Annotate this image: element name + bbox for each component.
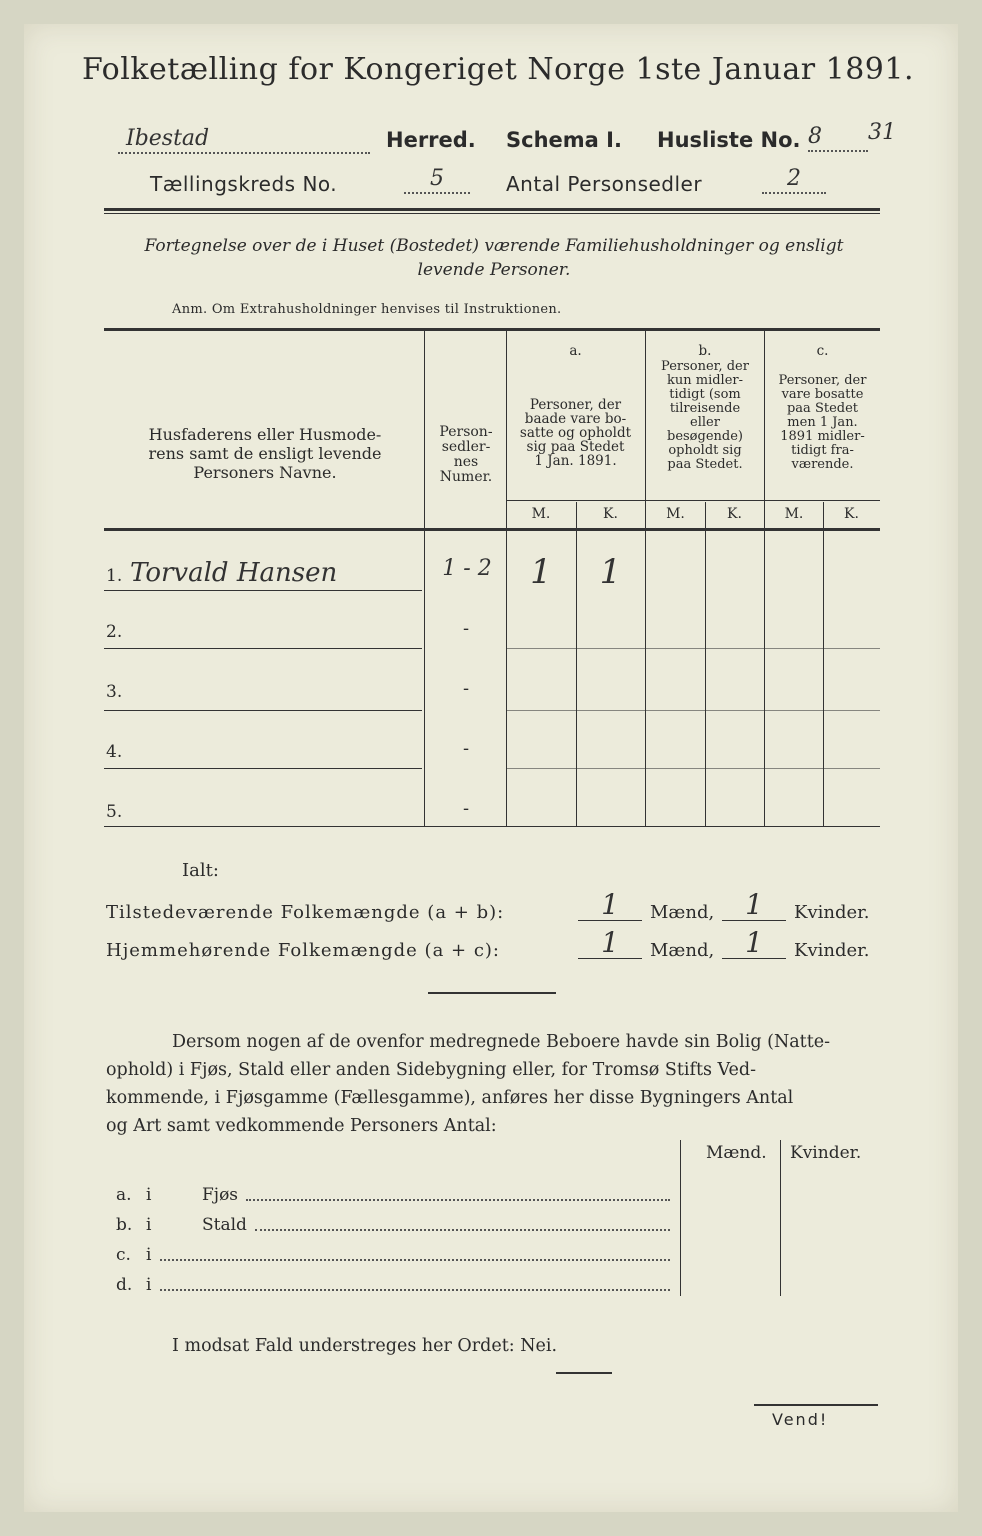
tilstede-maend: Mænd, <box>650 902 715 923</box>
para-line2: ophold) i Fjøs, Stald eller anden Sidebygning eller, for Tromsø Stifts Ved- <box>106 1060 757 1080</box>
building-item-a <box>116 1180 670 1210</box>
hdr-a-letter: a. <box>569 343 582 359</box>
hdr-a-l2: baade vare bo- <box>524 411 627 427</box>
para-line1: Dersom nogen af de ovenfor medregnede Beboere havde sin Bolig (Natte- <box>172 1032 831 1052</box>
a-m-label: M. <box>531 506 551 522</box>
hdr-name-l1: Husfaderens eller Husmode- <box>148 425 382 444</box>
hdr-b-l7: opholdt sig <box>668 443 742 458</box>
row1-name: Torvald Hansen <box>130 558 338 588</box>
hjemme-label: Hjemmehørende Folkemængde (a + c): <box>106 940 500 961</box>
row2-line <box>104 648 422 649</box>
hdr-a-l3: satte og opholdt <box>519 425 632 441</box>
vline-b-mk <box>705 502 706 826</box>
row4-line-right <box>506 768 880 769</box>
hjemme-maend: Mænd, <box>650 940 715 961</box>
b-m-label: M. <box>666 506 685 522</box>
schema-label: Schema I. <box>506 128 622 152</box>
row3-number: 3. <box>106 682 123 702</box>
b-k-label: K. <box>727 506 742 522</box>
herred-value: Ibestad <box>126 126 210 151</box>
nei-line: I modsat Fald understreges her Ordet: Nei. <box>172 1336 558 1356</box>
vline-c-mk <box>823 502 824 826</box>
para-line4: og Art samt vedkommende Personers Antal: <box>106 1116 497 1136</box>
hdr-b-l6: besøgende) <box>667 429 743 444</box>
vend-label: Vend! <box>772 1410 829 1429</box>
hdr-b-letter: b. <box>698 343 712 359</box>
row4-num: - <box>462 738 470 759</box>
item-b-text: Stald <box>202 1215 247 1235</box>
c-k-label: K. <box>844 506 859 522</box>
row1-line <box>104 590 422 591</box>
item-c-letter: c. <box>116 1245 131 1265</box>
row2-number: 2. <box>106 622 123 642</box>
hdr-num-l3: nes <box>453 454 479 470</box>
hjemme-kvinder: Kvinder. <box>794 940 870 961</box>
hdr-c-l4: men 1 Jan. <box>787 415 858 430</box>
sedler-label: Antal Personsedler <box>506 172 703 196</box>
building-item-b <box>116 1210 670 1240</box>
hjemme-m-value: 1 <box>578 928 642 959</box>
header-name-col <box>110 425 420 482</box>
row1-a-m: 1 <box>530 552 552 592</box>
item-b-letter: b. <box>116 1215 133 1235</box>
nei-underline <box>556 1372 612 1374</box>
item-c-i: i <box>146 1245 152 1265</box>
separator-rule <box>428 992 556 994</box>
hdr-c-letter: c. <box>816 343 829 359</box>
row1-a-k: 1 <box>599 552 622 592</box>
hdr-b-l3: tidigt (som <box>669 387 741 402</box>
tilstede-k-value: 1 <box>722 890 786 921</box>
hdr-a-l4: sig paa Stedet <box>526 439 625 455</box>
ialt-label: Ialt: <box>182 860 219 881</box>
row1-number: 1. <box>106 566 123 586</box>
row5-num: - <box>462 798 470 819</box>
a-k-label: K. <box>603 506 618 522</box>
building-list <box>116 1180 670 1300</box>
item-c-dots <box>160 1240 670 1261</box>
small-table-maend: Mænd. <box>706 1143 767 1163</box>
header-b-col <box>646 360 764 472</box>
bottom-paragraph <box>106 1028 882 1140</box>
hdr-num-l4: Numer. <box>439 469 493 485</box>
row3-line-right <box>506 710 880 711</box>
tilstede-m-value: 1 <box>578 890 642 921</box>
item-a-i: i <box>146 1185 152 1205</box>
husliste-extra: 31 <box>868 120 896 145</box>
hdr-c-l5: 1891 midler- <box>780 429 865 444</box>
row4-number: 4. <box>106 742 123 762</box>
hdr-b-l1: Personer, der <box>661 359 749 374</box>
hdr-num-l1: Person- <box>439 424 493 440</box>
item-a-dots <box>246 1180 670 1201</box>
row2-line-right <box>506 648 880 649</box>
kreds-label: Tællingskreds No. <box>150 172 338 196</box>
item-b-i: i <box>146 1215 152 1235</box>
header-rule-thin <box>104 213 880 214</box>
item-b-dots <box>255 1210 670 1231</box>
hdr-c-l1: Personer, der <box>778 373 867 388</box>
sedler-value: 2 <box>762 166 826 194</box>
c-m-label: M. <box>784 506 804 522</box>
header-a-col <box>506 398 645 468</box>
building-item-d <box>116 1270 670 1300</box>
header-c-col <box>765 374 880 472</box>
herred-label: Herred. <box>386 128 476 152</box>
hdr-c-l6: tidigt fra- <box>791 443 854 458</box>
item-d-i: i <box>146 1275 152 1295</box>
small-table-vline1 <box>680 1140 681 1296</box>
anm-note: Anm. Om Extrahusholdninger henvises til Instruktionen. <box>172 302 562 317</box>
para-line3: kommende, i Fjøsgamme (Fællesgamme), anføres her disse Bygningers Antal <box>106 1088 794 1108</box>
header-rule <box>104 208 880 211</box>
hdr-num-l2: sedler- <box>441 439 491 455</box>
small-table-kvinder: Kvinder. <box>790 1143 862 1163</box>
tilstede-label: Tilstedeværende Folkemængde (a + b): <box>106 902 505 923</box>
header-num-col <box>426 425 506 485</box>
vend-rule <box>754 1404 878 1406</box>
vline-a-mk <box>576 502 577 826</box>
small-table-vline2 <box>780 1140 781 1296</box>
hdr-b-l5: eller <box>690 415 720 430</box>
husliste-value: 8 <box>808 124 822 149</box>
hdr-a-l1: Personer, der <box>529 397 622 413</box>
herred-field <box>118 126 370 154</box>
tilstede-kvinder: Kvinder. <box>794 902 870 923</box>
hdr-name-l3: Personers Navne. <box>193 463 337 482</box>
hdr-b-l4: tilreisende <box>669 401 741 416</box>
row3-line <box>104 710 422 711</box>
item-d-dots <box>160 1270 670 1291</box>
item-d-letter: d. <box>116 1275 133 1295</box>
hjemme-k-value: 1 <box>722 928 786 959</box>
form-title: Folketælling for Kongeriget Norge 1ste Januar 1891. <box>82 52 915 87</box>
kreds-value: 5 <box>404 166 470 194</box>
hdr-c-l7: værende. <box>791 457 854 472</box>
table-bottom-rule <box>104 826 880 827</box>
husliste-label: Husliste No. <box>657 128 801 152</box>
row5-number: 5. <box>106 802 123 822</box>
building-item-c <box>116 1240 670 1270</box>
husliste-field <box>808 124 868 152</box>
intro-line1: Fortegnelse over de i Huset (Bostedet) værende Familiehusholdninger og ensligt <box>144 236 844 256</box>
hdr-c-l3: paa Stedet <box>786 401 859 416</box>
item-a-letter: a. <box>116 1185 132 1205</box>
row2-num: - <box>462 618 470 639</box>
hdr-b-l2: kun midler- <box>666 373 744 388</box>
hdr-a-l5: 1 Jan. 1891. <box>534 453 617 469</box>
row3-num: - <box>462 678 470 699</box>
intro-line2: levende Personer. <box>417 260 571 280</box>
hdr-name-l2: rens samt de ensligt levende <box>148 444 382 463</box>
hdr-b-l8: paa Stedet. <box>667 457 743 472</box>
row1-num: 1 - 2 <box>442 556 492 581</box>
item-a-text: Fjøs <box>202 1185 239 1205</box>
row4-line <box>104 768 422 769</box>
hdr-c-l2: vare bosatte <box>781 387 864 402</box>
